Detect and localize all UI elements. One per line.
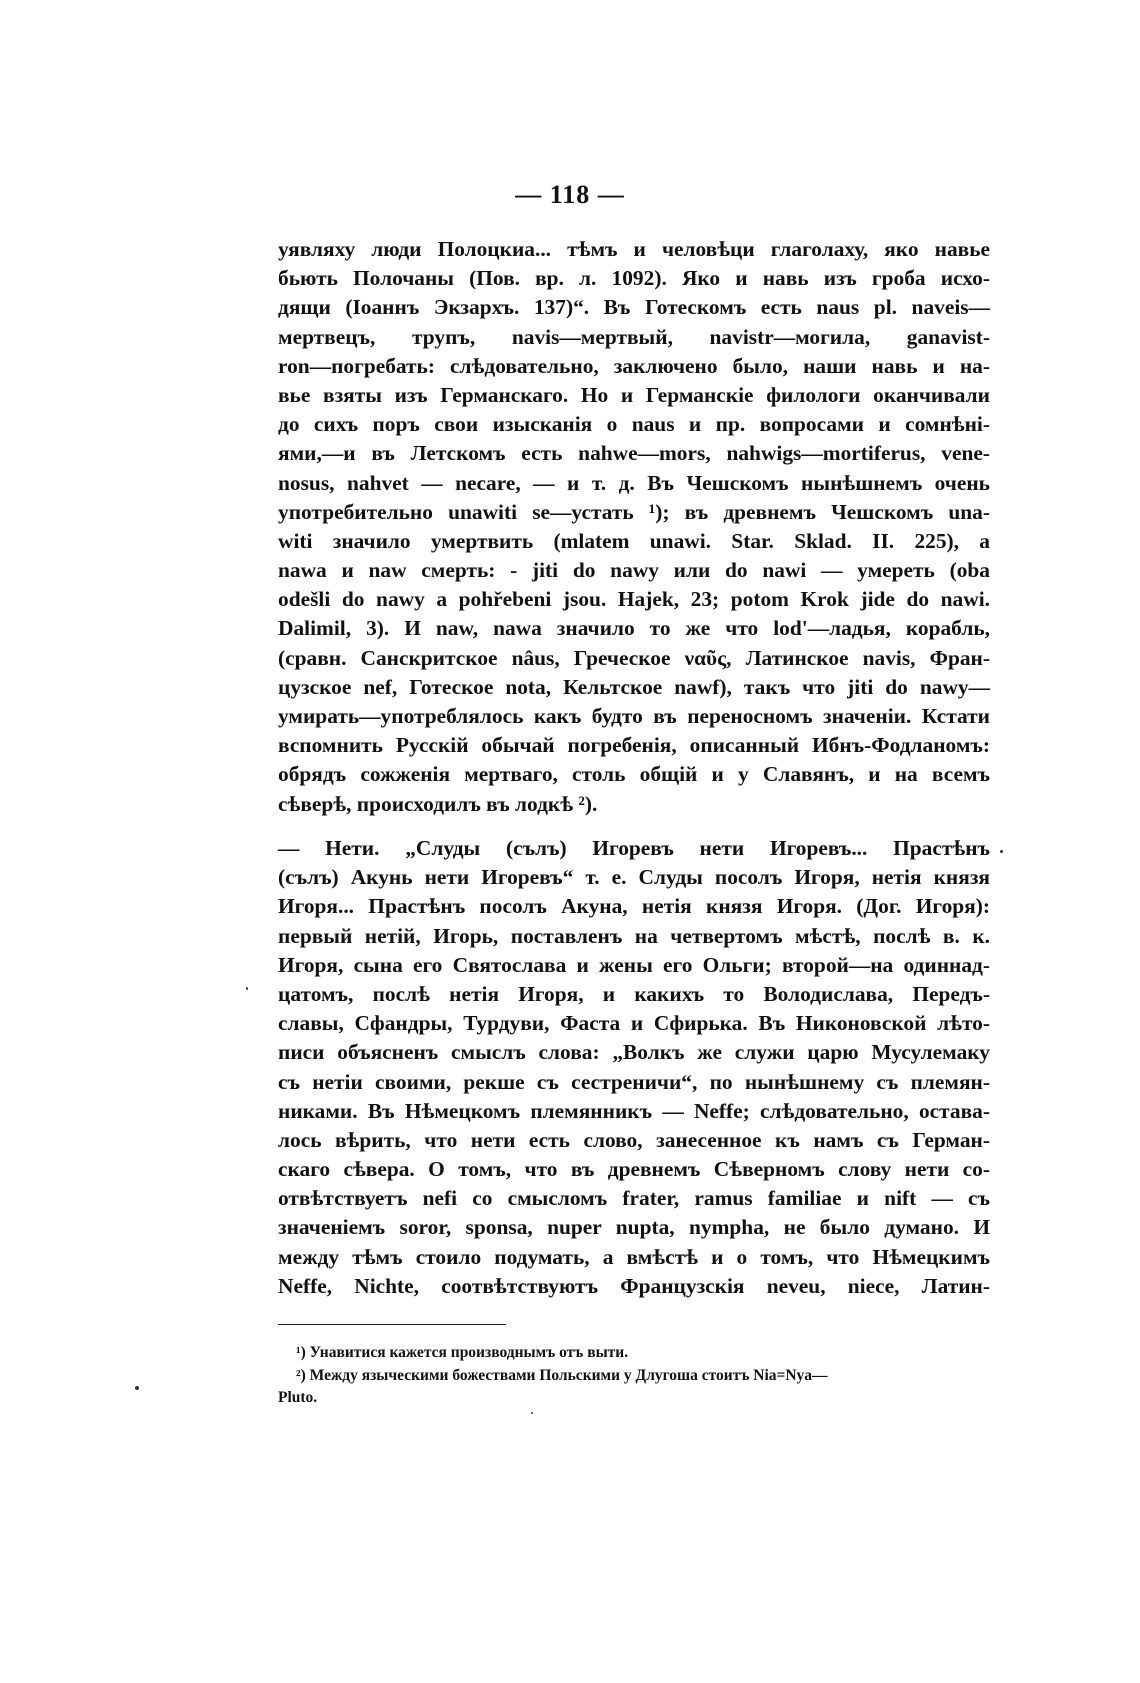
footnote-1: ¹) Унавитися кажется производнымъ отъ выти. [296,1344,629,1361]
text-line: до сихъ поръ свои изысканія о naus и пр. вопросами и сомнѣні- [278,412,990,437]
text-line: Игоря... Прастѣнъ посолъ Акуна, нетія князя Игоря. (Дог. Игоря): [278,894,990,919]
footnote-2-continuation: Pluto. [278,1389,318,1406]
text-line: (сълъ) Акунь нети Игоревъ“ т. е. Слуды посолъ Игоря, нетія князя [278,865,990,890]
scan-speck [1000,850,1003,853]
text-line: вье взяты изъ Германскаго. Но и Германскіе филологи оканчивали [278,382,990,407]
text-line: уявляху люди Полоцкиа... тѣмъ и человѣци глаголаху, яко навье [278,237,990,261]
footnote-2: ²) Между языческими божествами Польскими у Длугоша стоитъ Nia=Nya— [296,1366,828,1384]
text-line: Игоря, сына его Святослава и жены его Ольги; второй—на одиннад- [278,952,990,977]
text-line: лось вѣрить, что нети есть слово, занесенное къ намъ съ Герман- [278,1127,990,1152]
text-line: первый нетій, Игорь, поставленъ на четвертомъ мѣстѣ, послѣ в. к. [278,923,990,948]
text-line: цатомъ, послѣ нетія Игоря, и какихъ то Володислава, Передъ- [278,981,990,1006]
text-line: бьють Полочаны (Пов. вр. л. 1092). Яко и навь изъ гроба исхо- [278,266,990,291]
text-line: odešli do nawy a pohřebeni jsou. Hajek, 23; potom Krok jide do nawi. [278,587,990,612]
text-line: значеніемъ soror, sponsa, nuper nupta, nympha, не было думано. И [278,1215,990,1240]
text-line: употребительно unawiti se—устать ¹); въ древнемъ Чешскомъ una- [278,499,990,524]
text-line: отвѣтствуетъ nefi со смысломъ frater, ramus familiae и nift — съ [278,1186,990,1211]
text-line: — Нети. „Слуды (сълъ) Игоревъ нети Игоревъ... Прастѣнъ [278,836,990,860]
text-line: цузское nef, Готеское nota, Кельтское nawf), такъ что jiti do nawy— [278,674,990,699]
text-line: nawa и naw смерть: - jiti do nawy или do nawi — умереть (oba [278,558,990,583]
text-line: дящи (Іоаннъ Экзархъ. 137)“. Въ Готескомъ есть naus pl. naveis— [278,295,990,320]
paragraph-neti [278,834,990,1301]
text-line: ron—погребать: слѣдовательно, заключено было, наши навь и на- [278,353,990,378]
text-line: nosus, nahvet — necare, — и т. д. Въ Чешскомъ нынѣшнемъ очень [278,470,990,495]
footnote-divider [278,1324,506,1325]
text-line: писи объясненъ смыслъ слова: „Волкъ же служи царю Мусулемаку [278,1040,990,1065]
scan-speck [246,987,248,990]
text-line: обрядъ сожженія мертваго, столь общій и у Славянъ, и на всемъ [278,762,990,787]
page-number: — 118 — [515,180,625,209]
text-line: мертвецъ, трупъ, navis—мертвый, navistr—могила, ganavist- [278,324,990,349]
text-line: сѣверѣ, происходилъ въ лодкѣ ²). [278,791,598,816]
text-line: съ нетіи своими, рекше съ сестреничи“, по нынѣшнему съ племян- [278,1069,990,1094]
text-line: никами. Въ Нѣмецкомъ племянникъ — Neffe; слѣдовательно, остава- [278,1098,990,1123]
text-line: славы, Сфандры, Турдуви, Фаста и Сфирька. Въ Никоновской лѣто- [278,1011,990,1036]
text-line: witi значило умертвить (mlatem unawi. Star. Sklad. II. 225), а [278,528,990,553]
text-line: Neffe, Nichte, соотвѣтствуютъ Французскія neveu, niece, Латин- [278,1273,990,1298]
paragraph-navi [278,235,990,819]
text-line: вспомнить Русскій обычай погребенія, описанный Ибнъ-Фодланомъ: [278,733,990,758]
text-line: между тѣмъ стоило подумать, а вмѣстѣ и о томъ, что Нѣмецкимъ [278,1244,990,1269]
text-line: умирать—употреблялось какъ будто въ переносномъ значеніи. Кстати [278,704,990,728]
scan-speck [135,1386,139,1390]
text-line: скаго сѣвера. О томъ, что въ древнемъ Сѣверномъ слову нети со- [278,1157,990,1182]
text-line: Dalimil, 3). И naw, nawa значило то же что lod'—ладья, корабль, [278,616,990,641]
text-line: (сравн. Санскритское nâus, Греческое ναῦς, Латинское navis, Фран- [278,645,990,670]
text-line: ями,—и въ Летскомъ есть nahwe—mors, nahwigs—mortiferus, vene- [278,441,990,466]
scan-speck [531,1412,533,1414]
footnotes [278,1342,990,1410]
